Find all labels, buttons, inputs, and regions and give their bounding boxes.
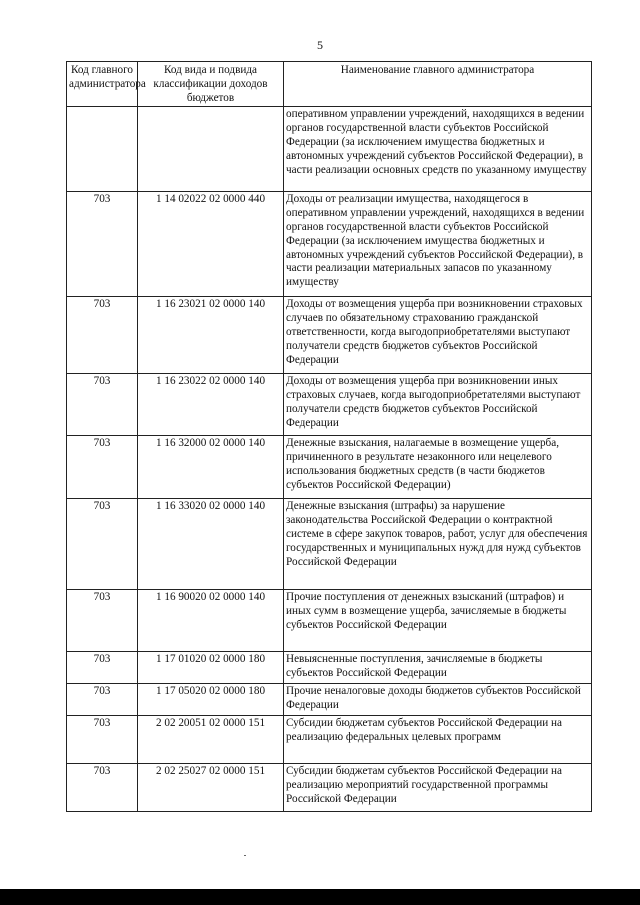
name-cell: оперативном управлении учреждений, находящихся в ведении органов государственной власти субъектов Российской Федерации (за исключением имущества бюджетных и автономных учреждений субъектов Российской Федерации), в части реализации основных средств по указанному имуществу bbox=[284, 107, 592, 192]
income-code-cell: 1 16 90020 02 0000 140 bbox=[138, 590, 284, 652]
table-body bbox=[67, 107, 592, 812]
table-row bbox=[67, 374, 592, 436]
admin-code-cell: 703 bbox=[67, 499, 138, 590]
income-code-cell: 1 17 01020 02 0000 180 bbox=[138, 652, 284, 684]
name-cell: Доходы от возмещения ущерба при возникновении страховых случаев по обязательному страхованию гражданской ответственности, когда выгодоприобретателями выступают получатели средств бюджетов субъектов Российской Федерации bbox=[284, 297, 592, 374]
table-row bbox=[67, 192, 592, 297]
name-cell: Денежные взыскания, налагаемые в возмещение ущерба, причиненного в результате незаконного или нецелевого использования бюджетных средств (в части бюджетов субъектов Российской Федерации) bbox=[284, 436, 592, 499]
header-name: Наименование главного администратора bbox=[284, 62, 592, 107]
table-row bbox=[67, 436, 592, 499]
admin-code-cell: 703 bbox=[67, 297, 138, 374]
table-row bbox=[67, 684, 592, 716]
table-row bbox=[67, 590, 592, 652]
income-code-cell: 1 16 23021 02 0000 140 bbox=[138, 297, 284, 374]
income-codes-table bbox=[66, 61, 592, 812]
header-row bbox=[67, 62, 592, 107]
page-number: 5 bbox=[317, 38, 323, 52]
table-row bbox=[67, 716, 592, 764]
admin-code-cell bbox=[67, 107, 138, 192]
income-code-cell: 2 02 25027 02 0000 151 bbox=[138, 764, 284, 812]
admin-code-cell: 703 bbox=[67, 374, 138, 436]
header-income-code: Код вида и подвида классификации доходов бюджетов bbox=[138, 62, 284, 107]
admin-code-cell: 703 bbox=[67, 684, 138, 716]
table-row bbox=[67, 764, 592, 812]
income-code-cell: 2 02 20051 02 0000 151 bbox=[138, 716, 284, 764]
admin-code-cell: 703 bbox=[67, 764, 138, 812]
income-code-cell: 1 17 05020 02 0000 180 bbox=[138, 684, 284, 716]
admin-code-cell: 703 bbox=[67, 652, 138, 684]
admin-code-cell: 703 bbox=[67, 436, 138, 499]
admin-code-cell: 703 bbox=[67, 716, 138, 764]
income-code-cell: 1 16 33020 02 0000 140 bbox=[138, 499, 284, 590]
income-code-cell: 1 16 32000 02 0000 140 bbox=[138, 436, 284, 499]
table-row bbox=[67, 297, 592, 374]
name-cell: Невыясненные поступления, зачисляемые в бюджеты субъектов Российской Федерации bbox=[284, 652, 592, 684]
admin-code-cell: 703 bbox=[67, 590, 138, 652]
name-cell: Доходы от реализации имущества, находящегося в оперативном управлении учреждений, находящихся в ведении органов государственной власти субъектов Российской Федерации (за исключением имущества бюджетных и автономных учреждений субъектов Российской Федерации), в части реализации материальных запасов по указанному имуществу bbox=[284, 192, 592, 297]
name-cell: Субсидии бюджетам субъектов Российской Федерации на реализацию мероприятий государственной программы Российской Федерации bbox=[284, 764, 592, 812]
scan-bottom-edge bbox=[0, 889, 640, 905]
table-row bbox=[67, 652, 592, 684]
admin-code-cell: 703 bbox=[67, 192, 138, 297]
table-row bbox=[67, 499, 592, 590]
name-cell: Прочие поступления от денежных взысканий (штрафов) и иных сумм в возмещение ущерба, зачисляемые в бюджеты субъектов Российской Федерации bbox=[284, 590, 592, 652]
header-admin-code: Код главного администратора bbox=[67, 62, 138, 107]
name-cell: Субсидии бюджетам субъектов Российской Федерации на реализацию федеральных целевых программ bbox=[284, 716, 592, 764]
table-row bbox=[67, 107, 592, 192]
scan-speck bbox=[244, 855, 246, 856]
income-code-cell bbox=[138, 107, 284, 192]
name-cell: Денежные взыскания (штрафы) за нарушение законодательства Российской Федерации о контрактной системе в сфере закупок товаров, работ, услуг для обеспечения государственных и муниципальных нужд для нужд субъектов Российской Федерации bbox=[284, 499, 592, 590]
table-header bbox=[67, 62, 592, 107]
income-code-cell: 1 14 02022 02 0000 440 bbox=[138, 192, 284, 297]
name-cell: Прочие неналоговые доходы бюджетов субъектов Российской Федерации bbox=[284, 684, 592, 716]
income-code-cell: 1 16 23022 02 0000 140 bbox=[138, 374, 284, 436]
name-cell: Доходы от возмещения ущерба при возникновении иных страховых случаев, когда выгодоприобретателями выступают получатели средств бюджетов субъектов Российской Федерации bbox=[284, 374, 592, 436]
